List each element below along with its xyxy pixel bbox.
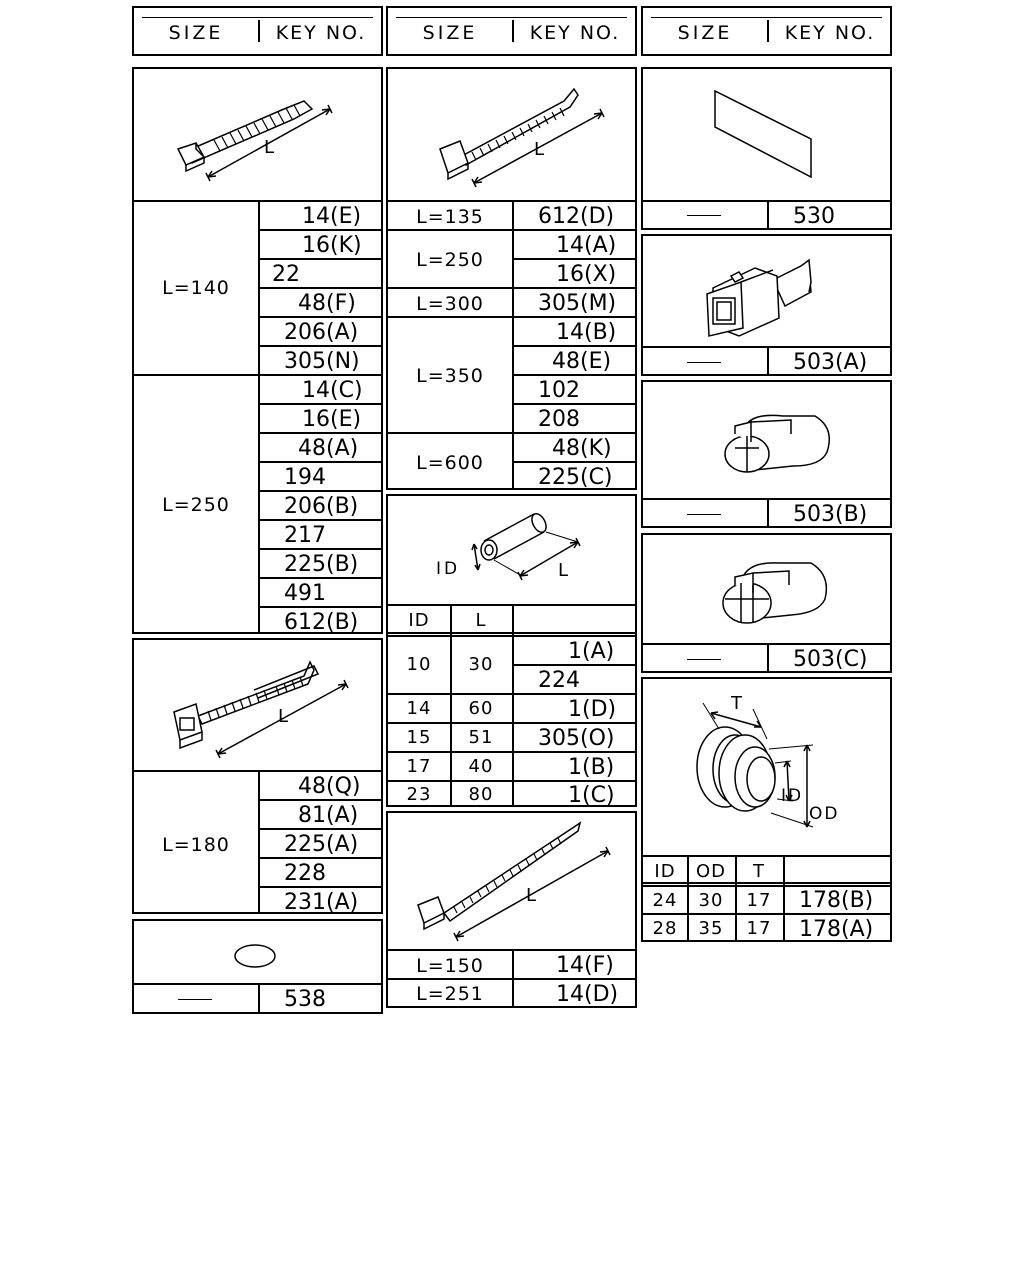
row-divider	[512, 403, 635, 405]
row-divider	[643, 913, 890, 915]
size-cell: L=350	[416, 365, 484, 387]
key-no-cell: 228	[284, 861, 326, 886]
tie-a-size-140: L=140	[162, 277, 230, 299]
tie-d-dim-label: L	[526, 885, 537, 906]
key-no-cell: 48(Q)	[298, 774, 361, 799]
size-header: SIZE	[168, 22, 224, 44]
key-no-cell: 48(K)	[552, 436, 612, 461]
row-divider	[512, 374, 635, 376]
tie-a-dim-label: L	[264, 137, 275, 158]
header-rule	[651, 17, 882, 18]
key-no-cell: 1(B)	[568, 755, 615, 780]
key-no-header: KEY NO.	[784, 22, 876, 44]
grommet-table-top	[643, 855, 890, 857]
connector-panel	[641, 234, 892, 376]
connector-table-divider	[767, 346, 769, 374]
grommet-col-divider	[783, 855, 785, 940]
size-cell: L=250	[416, 249, 484, 271]
key-no-cell: 503(A)	[793, 350, 868, 375]
key-no-cell: 16(X)	[556, 262, 617, 287]
row-divider	[388, 693, 635, 695]
key-no-cell: 14(A)	[556, 233, 617, 258]
row-divider	[258, 490, 381, 492]
cable-tie-c-illustration	[388, 69, 635, 202]
t-cell: 17	[746, 918, 772, 939]
row-divider	[388, 978, 635, 980]
row-divider	[258, 857, 381, 859]
key-no-cell: 225(C)	[538, 465, 613, 490]
column-1-header	[132, 6, 383, 56]
row-divider	[258, 799, 381, 801]
col-header-l: L	[475, 610, 487, 631]
group-divider	[388, 229, 635, 231]
key-no-cell: 14(F)	[556, 953, 614, 978]
id-cell: 23	[406, 784, 432, 805]
col-header-id: ID	[408, 610, 430, 631]
key-no-cell: 305(O)	[538, 726, 615, 751]
cable-tie-a-illustration	[134, 69, 381, 202]
key-no-cell: 1(A)	[568, 639, 615, 664]
cable-tie-a-panel	[132, 67, 383, 634]
tie-b-dim-label: L	[278, 706, 289, 727]
key-no-cell: 48(E)	[552, 349, 612, 374]
l-cell: 80	[468, 784, 494, 805]
key-no-cell: 48(A)	[298, 436, 359, 461]
tie-a-table-divider	[258, 200, 260, 632]
grommet-panel	[641, 677, 892, 942]
cable-tie-b-panel	[132, 638, 383, 914]
cable-tie-c-panel	[386, 67, 637, 490]
key-no-cell: 14(E)	[302, 204, 362, 229]
key-no-cell: 503(B)	[793, 502, 868, 527]
grommet-dim-t: T	[731, 693, 742, 714]
key-no-cell: 231(A)	[284, 890, 359, 915]
plug-b-illustration	[643, 382, 890, 500]
tube-panel	[386, 494, 637, 807]
key-no-cell: 16(E)	[302, 407, 362, 432]
size-header: SIZE	[677, 22, 733, 44]
size-cell: L=135	[416, 206, 484, 228]
grommet-illustration	[643, 679, 890, 855]
id-cell: 10	[406, 654, 432, 675]
t-cell: 17	[746, 890, 772, 911]
key-no-cell: 503(C)	[793, 647, 868, 672]
key-no-cell: 530	[793, 204, 835, 229]
header-divider	[643, 885, 890, 887]
key-no-cell: 178(A)	[799, 917, 874, 942]
sheet-table-divider	[767, 200, 769, 228]
header-divider	[643, 882, 890, 884]
size-cell: L=600	[416, 452, 484, 474]
row-divider	[512, 258, 635, 260]
id-cell: 28	[652, 918, 678, 939]
tube-dim-l: L	[558, 560, 569, 581]
plug-b-table-divider	[767, 498, 769, 526]
group-divider	[134, 374, 381, 376]
row-divider	[258, 258, 381, 260]
column-3-header	[641, 6, 892, 56]
row-divider	[258, 316, 381, 318]
key-no-cell: 22	[272, 262, 300, 287]
key-no-cell: 224	[538, 668, 580, 693]
l-cell: 40	[468, 756, 494, 777]
key-no-cell: 612(D)	[538, 204, 615, 229]
key-no-cell: 206(A)	[284, 320, 359, 345]
tie-c-table-divider	[512, 200, 514, 488]
key-no-cell: 208	[538, 407, 580, 432]
tie-a-size-250: L=250	[162, 494, 230, 516]
row-divider	[512, 664, 635, 666]
row-divider	[258, 287, 381, 289]
tube-dim-id: ID	[436, 559, 461, 579]
sheet-panel	[641, 67, 892, 230]
col-header-id: ID	[654, 861, 676, 882]
key-no-cell: 206(B)	[284, 494, 359, 519]
col-header-t: T	[753, 861, 765, 882]
od-cell: 35	[698, 918, 724, 939]
oval-table-divider	[258, 983, 260, 1012]
key-no-cell: 14(B)	[556, 320, 617, 345]
plug-c-illustration	[643, 535, 890, 645]
header-divider	[388, 635, 635, 637]
key-no-header: KEY NO.	[529, 22, 621, 44]
row-divider	[258, 461, 381, 463]
column-2-header	[386, 6, 637, 56]
size-dash	[687, 215, 721, 216]
row-divider	[258, 403, 381, 405]
tie-b-table-divider	[258, 770, 260, 912]
size-cell: L=251	[416, 983, 484, 1005]
plug-b-panel	[641, 380, 892, 528]
key-no-cell: 305(N)	[284, 349, 360, 374]
key-no-cell: 538	[284, 987, 326, 1012]
key-no-cell: 305(M)	[538, 291, 617, 316]
key-no-cell: 48(F)	[298, 291, 356, 316]
row-divider	[258, 345, 381, 347]
key-no-cell: 225(A)	[284, 832, 359, 857]
l-cell: 30	[468, 654, 494, 675]
row-divider	[388, 722, 635, 724]
tube-illustration	[388, 496, 635, 606]
key-no-cell: 194	[284, 465, 326, 490]
key-no-cell: 14(C)	[302, 378, 363, 403]
group-divider	[388, 316, 635, 318]
row-divider	[512, 345, 635, 347]
key-no-cell: 217	[284, 523, 326, 548]
id-cell: 15	[406, 727, 432, 748]
key-no-cell: 491	[284, 581, 326, 606]
row-divider	[258, 548, 381, 550]
key-no-header: KEY NO.	[275, 22, 367, 44]
row-divider	[258, 229, 381, 231]
row-divider	[388, 751, 635, 753]
cable-tie-b-illustration	[134, 640, 381, 772]
size-header: SIZE	[422, 22, 478, 44]
row-divider	[258, 577, 381, 579]
key-no-cell: 16(K)	[302, 233, 362, 258]
header-divider	[388, 632, 635, 634]
key-no-cell: 612(B)	[284, 610, 359, 635]
size-cell: L=150	[416, 955, 484, 977]
key-no-cell: 81(A)	[298, 803, 359, 828]
size-dash	[687, 659, 721, 660]
row-divider	[258, 886, 381, 888]
key-no-cell: 102	[538, 378, 580, 403]
row-divider	[388, 780, 635, 782]
size-dash	[178, 999, 212, 1000]
col-header-od: OD	[695, 861, 727, 882]
tie-c-dim-label: L	[534, 139, 545, 160]
key-no-cell: 225(B)	[284, 552, 359, 577]
header-rule	[396, 17, 627, 18]
connector-illustration	[643, 236, 890, 346]
group-divider	[388, 287, 635, 289]
cable-tie-d-illustration	[388, 813, 635, 949]
grommet-dim-od: OD	[809, 804, 840, 824]
key-no-cell: 1(C)	[568, 783, 615, 808]
grommet-dim-id: ID	[781, 786, 804, 806]
id-cell: 24	[652, 890, 678, 911]
row-divider	[258, 432, 381, 434]
row-divider	[258, 828, 381, 830]
row-divider	[258, 519, 381, 521]
size-cell: L=300	[416, 293, 484, 315]
size-dash	[687, 514, 721, 515]
id-cell: 14	[406, 698, 432, 719]
plug-c-panel	[641, 533, 892, 673]
od-cell: 30	[698, 890, 724, 911]
group-divider	[388, 432, 635, 434]
key-no-cell: 1(D)	[568, 697, 617, 722]
oval-ring-illustration	[134, 921, 381, 983]
sheet-illustration	[643, 69, 890, 200]
row-divider	[258, 606, 381, 608]
l-cell: 51	[468, 727, 494, 748]
key-no-cell: 14(D)	[556, 982, 619, 1007]
cable-tie-d-panel	[386, 811, 637, 1008]
size-dash	[687, 362, 721, 363]
tie-b-size-180: L=180	[162, 834, 230, 856]
header-rule	[142, 17, 373, 18]
id-cell: 17	[406, 756, 432, 777]
oval-part-panel	[132, 919, 383, 1014]
plug-c-table-divider	[767, 643, 769, 671]
l-cell: 60	[468, 698, 494, 719]
key-no-cell: 178(B)	[799, 888, 874, 913]
row-divider	[512, 461, 635, 463]
